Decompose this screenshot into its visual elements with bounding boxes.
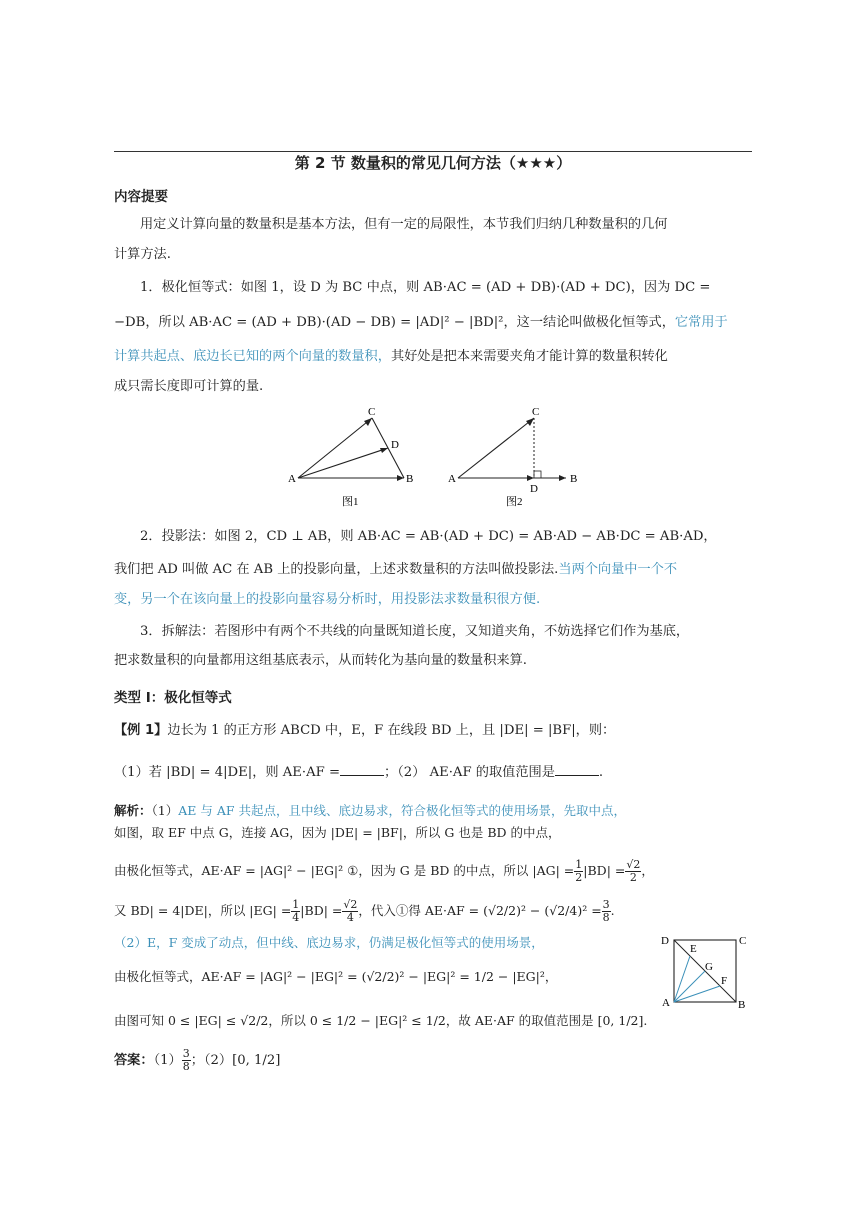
square-label-d: D: [661, 935, 669, 947]
fig2-label-b: B: [570, 473, 578, 485]
solution-line-4: [114, 896, 754, 926]
example-label: 【例 1】: [114, 723, 168, 738]
example-questions: [114, 762, 754, 784]
fraction-sqrt2-over-2: [625, 859, 641, 884]
answer-1-den: 8: [182, 1060, 190, 1073]
solution-line-3: [114, 856, 754, 886]
fig2-label-a: A: [448, 473, 456, 485]
fig1-label-b: B: [406, 473, 414, 485]
solution-p1-prefix: （1）: [151, 803, 179, 818]
intro-line-2: 计算方法.: [114, 247, 171, 262]
answer-blank-1: [340, 763, 384, 776]
answer-blank-2: [555, 763, 599, 776]
answer-label: 答案：: [114, 1053, 154, 1068]
square-label-a: A: [662, 997, 670, 1009]
answer-1-num: 3: [182, 1047, 190, 1060]
solution-p4-end: .: [610, 903, 615, 918]
solution-p5-highlight: E，F 变成了动点，但中线、底边易求，仍满足极化恒等式的使用场景，: [146, 935, 544, 950]
square-label-e: E: [690, 943, 697, 955]
section-header: 内容提要: [114, 189, 168, 205]
square-label-b: B: [738, 999, 746, 1011]
figure-1: [286, 404, 416, 512]
solution-line-1: [114, 800, 754, 822]
section-title: 第 2 节 数量积的常见几何方法（★★★）: [294, 154, 572, 172]
fig1-label-a: A: [288, 473, 296, 485]
fraction-res-den: 8: [602, 911, 610, 924]
solution-p4-b: |BD| =: [300, 903, 343, 918]
solution-line-6: 由极化恒等式，AE·AF = |AG|² − |EG|² = (√2/2)² − |EG|² = 1/2 − |EG|²，: [114, 969, 558, 984]
answer-1-fraction: [182, 1048, 191, 1073]
square-label-g: G: [705, 961, 713, 973]
question-end: .: [598, 765, 604, 780]
fig1-label-d: D: [391, 439, 399, 451]
fig2-label-d: D: [530, 483, 538, 495]
example-stem: [114, 720, 754, 742]
method1-line-3: [114, 346, 754, 368]
solution-p4-a: 又 BD| = 4|DE|，所以 |EG| =: [114, 903, 292, 918]
type-heading: 类型 I：极化恒等式: [114, 690, 232, 706]
method1-line-1: 1．极化恒等式：如图 1，设 D 为 BC 中点，则 AB·AC = (AD + DB)·(AD + DC)，因为 DC =: [140, 280, 711, 295]
fraction-half-den: 2: [575, 871, 583, 884]
method3-line-2: 把求数量积的向量都用这组基底表示，从而转化为基向量的数量积来算.: [114, 653, 528, 668]
method2-line-2: [114, 559, 754, 581]
fig2-label-c: C: [532, 406, 540, 418]
method1-line-2-text: −DB，所以 AB·AC = (AD + DB)·(AD − DB) = |AD|² − |BD|²，这一结论叫做极化恒等式，: [114, 315, 675, 330]
fraction-half: [574, 859, 583, 884]
fraction-half-num: 1: [575, 858, 583, 871]
solution-p5-prefix: （2）: [114, 935, 147, 950]
fraction-sqrt2-4-num: √2: [343, 898, 358, 911]
method2-line-3-highlight: 变，另一个在该向量上的投影向量容易分析时，用投影法求数量积很方便.: [114, 592, 541, 607]
fraction-quarter-num: 1: [292, 898, 300, 911]
method1-line-2: [114, 312, 754, 334]
answer-2: [0, 1/2]: [232, 1053, 281, 1068]
question-2: ；（2） AE·AF 的取值范围是: [384, 765, 555, 780]
fraction-quarter-den: 4: [292, 911, 300, 924]
method2-line-2-highlight: 当两个向量中一个不: [558, 562, 678, 577]
solution-p1-highlight: AE 与 AF 共起点，且中线、底边易求，符合极化恒等式的使用场景，先取中点，: [178, 803, 626, 818]
square-label-c: C: [739, 935, 747, 947]
fig2-caption: 图2: [506, 496, 523, 508]
example-stem-text: 边长为 1 的正方形 ABCD 中，E，F 在线段 BD 上，且 |DE| = |BF|，则：: [167, 723, 616, 738]
solution-p3-b: |BD| =: [583, 863, 626, 878]
solution-line-7: 由图可知 0 ≤ |EG| ≤ √2/2，所以 0 ≤ 1/2 − |EG|² ≤ 1/2，故 AE·AF 的取值范围是 [0, 1/2].: [114, 1013, 648, 1028]
method2-line-2-text: 我们把 AD 叫做 AC 在 AB 上的投影向量，上述求数量积的方法叫做投影法.: [114, 562, 559, 577]
fraction-three-eighths: [602, 899, 611, 924]
intro-line-1: 用定义计算向量的数量积是基本方法，但有一定的局限性，本节我们归纳几种数量积的几何: [140, 217, 668, 232]
fraction-quarter: [291, 899, 300, 924]
square-figure: [658, 930, 758, 1012]
solution-line-5: [114, 932, 654, 954]
answer-1-prefix: （1）: [153, 1053, 182, 1068]
fraction-sqrt2-den: 2: [629, 871, 637, 884]
fraction-sqrt2-over-4: [342, 899, 358, 924]
fig1-label-c: C: [368, 406, 376, 418]
method1-line-4: 成只需长度即可计算的量.: [114, 379, 264, 394]
solution-p3-end: ，: [641, 863, 654, 878]
method2-line-1: 2．投影法：如图 2，CD ⊥ AB，则 AB·AC = AB·(AD + DC) = AB·AD − AB·DC = AB·AD，: [140, 529, 717, 544]
method3-line-1: 3．拆解法：若图形中有两个不共线的向量既知道长度，又知道夹角，不妨选择它们作为基底，: [140, 624, 690, 639]
solution-p3-a: 由极化恒等式，AE·AF = |AG|² − |EG|² ①，因为 G 是 BD 的中点，所以 |AG| =: [114, 863, 575, 878]
solution-p4-c: ，代入①得 AE·AF = (√2/2)² − (√2/4)² =: [358, 903, 602, 918]
solution-label: 解析：: [114, 803, 152, 818]
answer-sep: ；（2）: [190, 1053, 233, 1068]
fraction-sqrt2-num: √2: [626, 858, 641, 871]
square-label-f: F: [721, 975, 728, 987]
figure-2: [446, 404, 582, 512]
fraction-sqrt2-4-den: 4: [346, 911, 354, 924]
method1-line-3-highlight: 计算共起点、底边长已知的两个向量的数量积，: [114, 349, 391, 364]
fig1-caption: 图1: [342, 496, 359, 508]
question-1: （1）若 |BD| = 4|DE|，则 AE·AF =: [114, 765, 341, 780]
method1-line-2-highlight: 它常用于: [674, 315, 728, 330]
answer-line: [114, 1046, 754, 1076]
fraction-res-num: 3: [602, 898, 610, 911]
method1-line-3-text: 其好处是把本来需要夹角才能计算的数量积转化: [390, 349, 668, 364]
solution-line-2: 如图，取 EF 中点 G，连接 AG，因为 |DE| = |BF|，所以 G 也是 BD 的中点，: [114, 825, 561, 840]
